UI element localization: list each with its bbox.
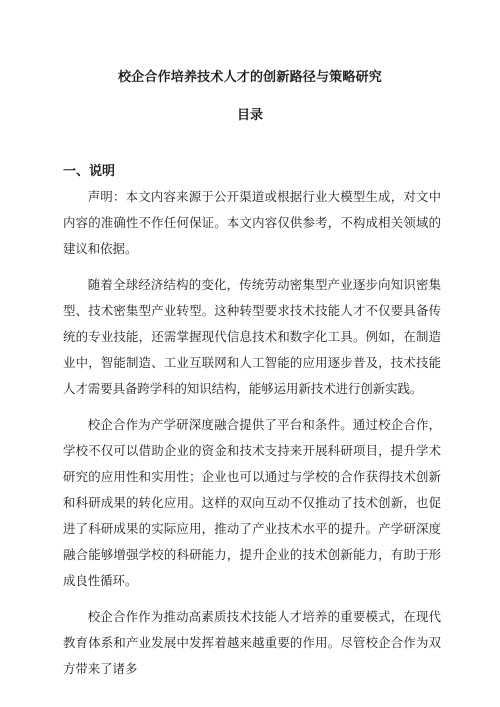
- paragraph: 校企合作作为推动高素质技术技能人才培养的重要模式，在现代教育体系和产业发展中发挥着越来越重要的作用。尽管校企合作为双方带来了诸多: [63, 609, 441, 676]
- paragraph-disclaimer: 声明：本文内容来源于公开渠道或根据行业大模型生成，对文中内容的准确性不作任何保证。本文内容仅供参考，不构成相关领域的建议和依据。: [63, 189, 441, 256]
- paragraph: 校企合作为产学研深度融合提供了平台和条件。通过校企合作，学校不仅可以借助企业的资金和技术支持来开展科研项目，提升学术研究的应用性和实用性；企业也可以通过与学校的合作获得技术创新和科研成果的转化应用。这样的双向互动不仅推动了技术创新，也促进了科研成果的实际应用，推动了产业技术水平的提升。产学研深度融合能够增强学校的科研能力，提升企业的技术创新能力，有助于形成良性循环。: [63, 417, 441, 588]
- body-text: [63, 184, 441, 692]
- document-title: 校企合作培养技术人才的创新路径与策略研究: [117, 70, 382, 85]
- section-heading: 一、说明: [63, 164, 116, 179]
- paragraph: 随着全球经济结构的变化，传统劳动密集型产业逐步向知识密集型、技术密集型产业转型。这种转型要求技术技能人才不仅要具备传统的专业技能，还需掌握现代信息技术和数字化工具。例如，在制造业中，智能制造、工业互联网和人工智能的应用逐步普及，技术技能人才需要具备跨学科的知识结构，能够运用新技术进行创新实践。: [63, 277, 441, 396]
- toc-heading: 目录: [236, 108, 263, 123]
